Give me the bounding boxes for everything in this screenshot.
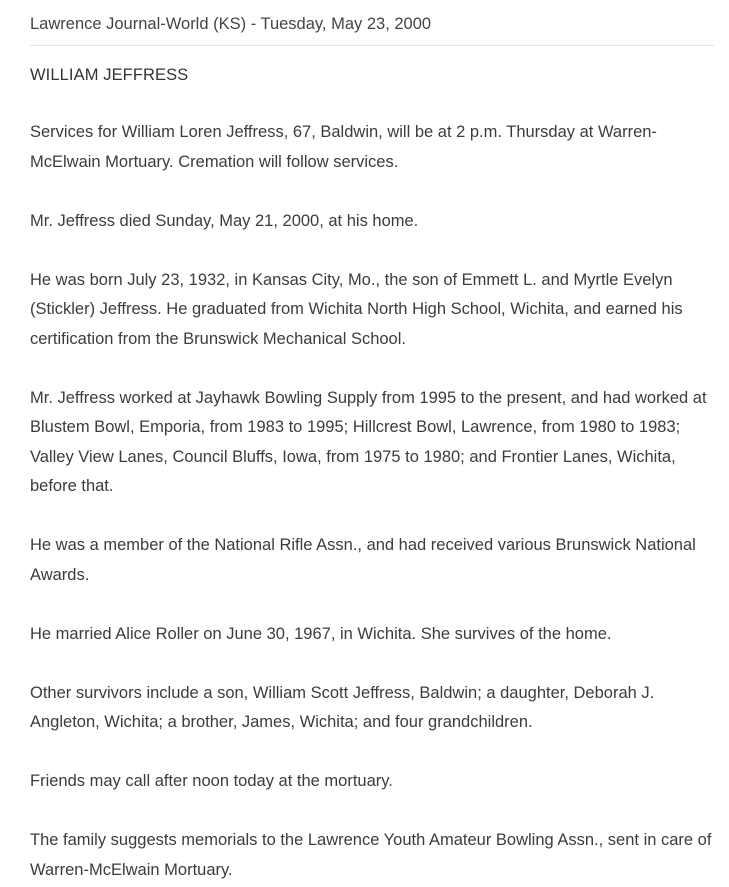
paragraph-career: Mr. Jeffress worked at Jayhawk Bowling Supply from 1995 to the present, and had worked at Blustem Bowl, Emporia, from 1983 to 1995; Hillcrest Bowl, Lawrence, from 1980 to 1983; Valley View Lanes, Council Bluffs, Iowa, from 1975 to 1980; and Frontier Lanes, Wichita, before that. xyxy=(30,388,707,495)
paragraph-memberships: He was a member of the National Rifle Assn., and had received various Brunswick National Awards. xyxy=(30,536,696,584)
paragraph-birth: He was born July 23, 1932, in Kansas City, Mo., the son of Emmett L. and Myrtle Evelyn (Stickler) Jeffress. He graduated from Wichita North High School, Wichita, and earned his certification from the Brunswick Mechanical School. xyxy=(30,270,683,348)
obituary-article xyxy=(30,12,714,885)
paragraph-survivors: Other survivors include a son, William Scott Jeffress, Baldwin; a daughter, Deborah J. Angleton, Wichita; a brother, James, Wichita; and four grandchildren. xyxy=(30,683,655,731)
paragraph-services: Services for William Loren Jeffress, 67, Baldwin, will be at 2 p.m. Thursday at Warren-McElwain Mortuary. Cremation will follow services. xyxy=(30,123,657,171)
obituary-name: WILLIAM JEFFRESS xyxy=(30,66,189,84)
paragraph-death: Mr. Jeffress died Sunday, May 21, 2000, at his home. xyxy=(30,211,419,230)
paragraph-visitation: Friends may call after noon today at the mortuary. xyxy=(30,772,393,790)
paragraph-memorials: The family suggests memorials to the Lawrence Youth Amateur Bowling Assn., sent in care of Warren-McElwain Mortuary. xyxy=(30,831,712,879)
source-dateline: Lawrence Journal-World (KS) - Tuesday, May 23, 2000 xyxy=(30,12,714,46)
paragraph-marriage: He married Alice Roller on June 30, 1967, in Wichita. She survives of the home. xyxy=(30,624,612,643)
